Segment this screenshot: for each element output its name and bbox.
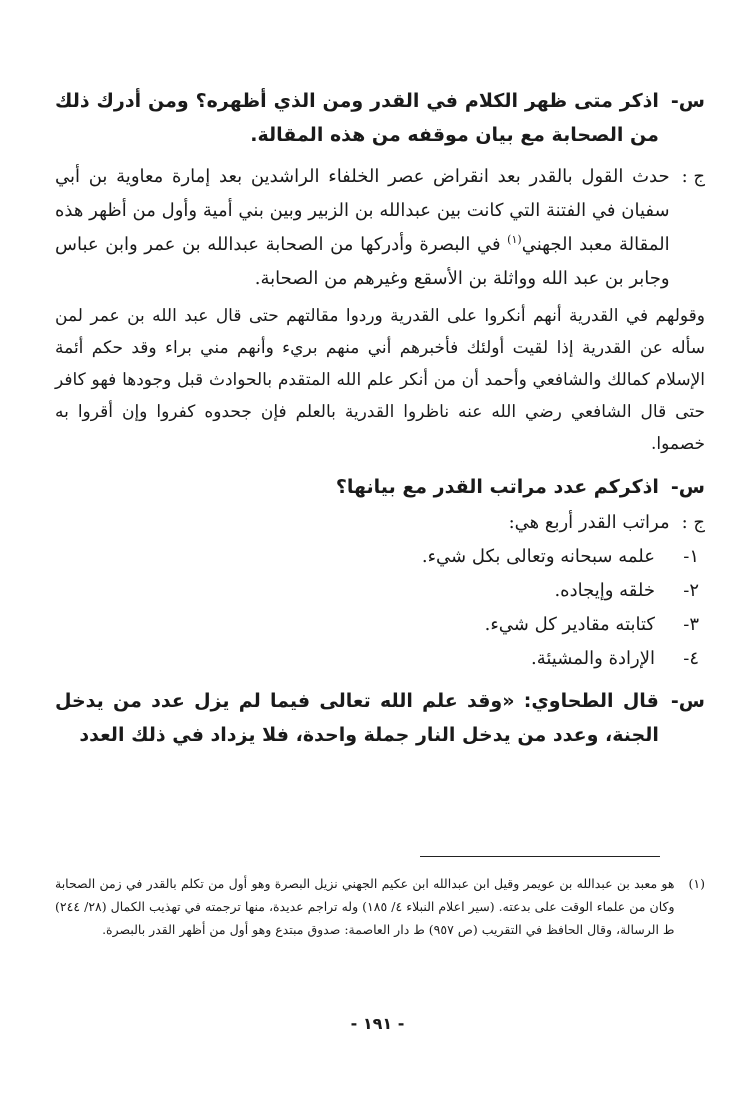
- footnote: [55, 872, 705, 941]
- question-text: اذكركم عدد مراتب القدر مع بيانها؟: [335, 476, 659, 498]
- list-item-text: علمه سبحانه وتعالى بكل شيء.: [421, 546, 655, 567]
- answer-text: [55, 160, 670, 296]
- list-item: [55, 642, 705, 676]
- answer-label: ج :: [681, 512, 705, 533]
- answer-paragraph: وقولهم في القدرية أنهم أنكروا على القدرية وردوا مقالتهم حتى قال عبد الله بن عمر لمن سأله عن القدرية إذا لقيت أولئك فأخبرهم أني منهم بريء وأنهم مني براء وقد حكم أئمة الإسلام كمالك والشافعي وأحمد أن من أنكر علم الله المتقدم بالحوادث قبل وجودها فهو كافر حتى قال الشافعي رضي الله عنه ناظروا القدرية بالعلم فإن جحدوه كفروا وإن أقروا به خصموا.: [55, 306, 705, 454]
- footnote-text: هو معبد بن عبدالله بن عويمر وقيل ابن عبدالله ابن عكيم الجهني نزيل البصرة وهو أول من تكلم بالقدر في زمن الصحابة وكان من علماء الوقت على بدعته. (سير اعلام النبلاء ٤/ ١٨٥) وله تراجم عديدة، منها ترجمته في تهذيب الكمال (٢٨/ ٢٤٤) ط الرسالة، وقال الحافظ في التقريب (ص ٩٥٧) ط دار العاصمة: صدوق مبتدع وهو أول من أظهر القدر بالبصرة.: [55, 876, 675, 937]
- question-text: اذكر متى ظهر الكلام في القدر ومن الذي أظهره؟ ومن أدرك ذلك من الصحابة مع بيان موقفه من هذه المقالة.: [55, 90, 659, 146]
- footnotes: [55, 872, 705, 941]
- question-1: [55, 84, 705, 152]
- question-label: س-: [670, 690, 705, 712]
- footnote-number: (١): [688, 876, 705, 891]
- question-label: س-: [670, 476, 705, 498]
- answer-text-part-1: حدث القول بالقدر بعد انقراض عصر الخلفاء الراشدين بعد إمارة معاوية بن أبي سفيان في الفتنة التي كانت بين عبدالله بن الزبير وبين بني أمية وأول من أظهر هذه المقالة معبد الجهني: [55, 166, 670, 255]
- list-item: [55, 574, 705, 608]
- answer-label: ج :: [681, 166, 705, 187]
- question-label: س-: [670, 90, 705, 112]
- answer-1: [55, 160, 705, 296]
- list-item-text: خلقه وإيجاده.: [554, 580, 655, 601]
- list-item-number: ٤-: [683, 648, 699, 669]
- question-2: [55, 470, 705, 504]
- list-item-number: ٢-: [683, 580, 699, 601]
- list-item-number: ١-: [683, 546, 699, 567]
- answer-text-part-2: في البصرة وأدركها من الصحابة عبدالله بن عمر وابن عباس وجابر بن عبد الله وواثلة بن الأسقع وغيرهم من الصحابة.: [55, 234, 670, 289]
- ranks-list: [55, 540, 705, 676]
- list-item-text: كتابته مقادير كل شيء.: [484, 614, 655, 635]
- main-text: [55, 84, 705, 752]
- list-item: [55, 540, 705, 574]
- footnote-separator: [420, 856, 660, 857]
- question-text: قال الطحاوي: «وقد علم الله تعالى فيما لم يزل عدد من يدخل الجنة، وعدد من يدخل النار جملة واحدة، فلا يزداد في ذلك العدد: [55, 690, 659, 746]
- list-item: [55, 608, 705, 642]
- answer-2: [55, 506, 705, 540]
- question-3: [55, 684, 705, 752]
- list-item-text: الإرادة والمشيئة.: [530, 648, 655, 669]
- answer-intro: مراتب القدر أربع هي:: [508, 512, 670, 533]
- list-item-number: ٣-: [683, 614, 699, 635]
- page-number: - ١٩١ -: [350, 1014, 405, 1033]
- footnote-reference[interactable]: (١): [507, 233, 522, 246]
